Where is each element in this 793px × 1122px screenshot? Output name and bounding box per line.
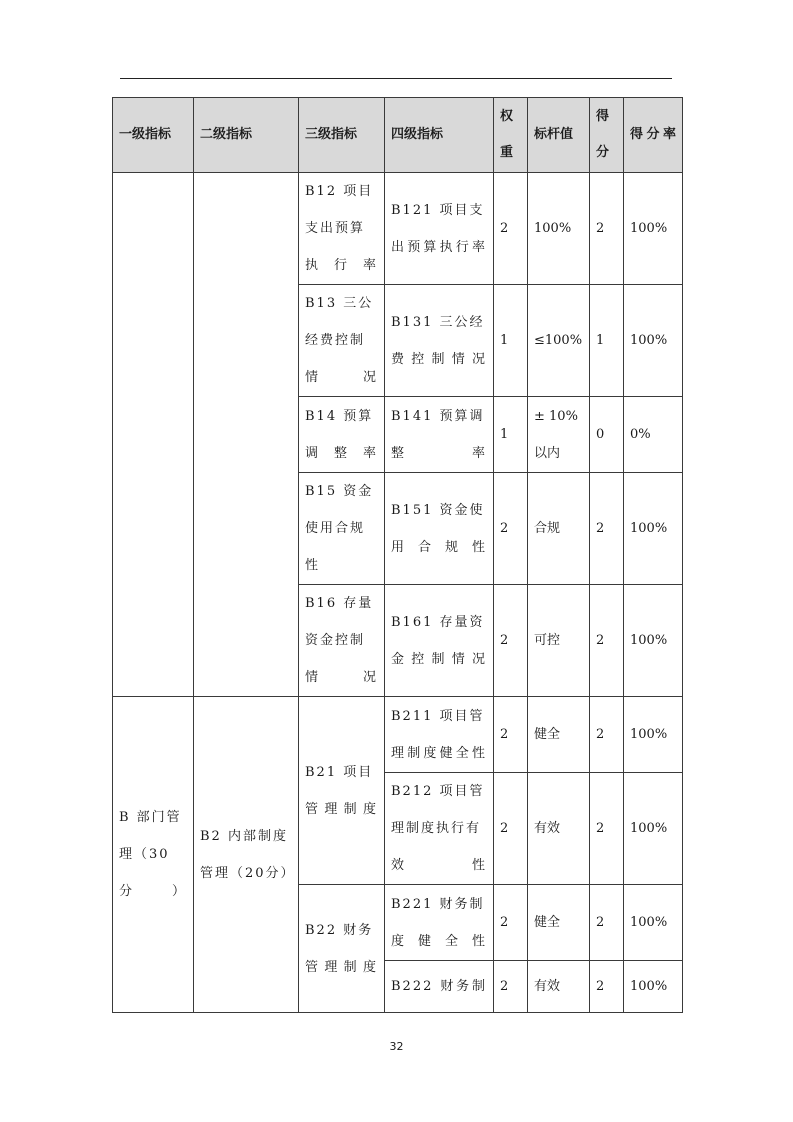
level1-cell-empty xyxy=(113,173,194,697)
page-number: 32 xyxy=(389,1040,404,1053)
level3-cell-b22: B22 财务管理制度 xyxy=(299,885,385,1013)
level2-cell-empty xyxy=(194,173,299,697)
level3-cell: B16 存量资金控制情况 xyxy=(299,585,385,697)
header-level1: 一级指标 xyxy=(113,98,194,173)
level3-cell: B14 预算调整率 xyxy=(299,397,385,473)
table-header-row xyxy=(113,98,683,173)
header-score-rate: 得分率 xyxy=(624,98,683,173)
benchmark-cell: 有效 xyxy=(528,961,590,1013)
rate-cell: 0% xyxy=(624,397,683,473)
benchmark-cell: 100% xyxy=(528,173,590,285)
level4-cell: B131 三公经费控制情况 xyxy=(385,285,494,397)
score-cell: 1 xyxy=(590,285,624,397)
rate-cell: 100% xyxy=(624,285,683,397)
header-weight: 权重 xyxy=(494,98,528,173)
score-cell: 2 xyxy=(590,885,624,961)
score-cell: 2 xyxy=(590,697,624,773)
header-rule xyxy=(120,78,672,79)
header-level3: 三级指标 xyxy=(299,98,385,173)
level4-cell: B141 预算调整率 xyxy=(385,397,494,473)
header-level2: 二级指标 xyxy=(194,98,299,173)
score-cell: 2 xyxy=(590,473,624,585)
rate-cell: 100% xyxy=(624,473,683,585)
score-cell: 2 xyxy=(590,585,624,697)
score-cell: 2 xyxy=(590,773,624,885)
weight-cell: 2 xyxy=(494,961,528,1013)
benchmark-cell: 合规 xyxy=(528,473,590,585)
level4-cell: B221 财务制度健全性 xyxy=(385,885,494,961)
level3-cell-b21: B21 项目管理制度 xyxy=(299,697,385,885)
benchmark-cell: 健全 xyxy=(528,885,590,961)
benchmark-cell: 有效 xyxy=(528,773,590,885)
table-row xyxy=(113,173,683,285)
rate-cell: 100% xyxy=(624,173,683,285)
level4-cell: B161 存量资金控制情况 xyxy=(385,585,494,697)
rate-cell: 100% xyxy=(624,961,683,1013)
weight-cell: 1 xyxy=(494,397,528,473)
level4-cell: B151 资金使用合规性 xyxy=(385,473,494,585)
benchmark-cell: ± 10% 以内 xyxy=(528,397,590,473)
weight-cell: 1 xyxy=(494,285,528,397)
weight-cell: 2 xyxy=(494,773,528,885)
benchmark-cell: 可控 xyxy=(528,585,590,697)
score-cell: 0 xyxy=(590,397,624,473)
level3-cell: B12 项目支出预算执行率 xyxy=(299,173,385,285)
level4-cell: B211 项目管理制度健全性 xyxy=(385,697,494,773)
weight-cell: 2 xyxy=(494,885,528,961)
level4-cell: B121 项目支出预算执行率 xyxy=(385,173,494,285)
score-cell: 2 xyxy=(590,173,624,285)
level4-cell: B222 财务制 xyxy=(385,961,494,1013)
benchmark-cell: 健全 xyxy=(528,697,590,773)
benchmark-cell: ≤100% xyxy=(528,285,590,397)
rate-cell: 100% xyxy=(624,697,683,773)
level3-cell: B15 资金使用合规性 xyxy=(299,473,385,585)
level2-cell-internal-system: B2 内部制度管理（20分） xyxy=(194,697,299,1013)
weight-cell: 2 xyxy=(494,173,528,285)
weight-cell: 2 xyxy=(494,473,528,585)
level4-cell: B212 项目管理制度执行有效性 xyxy=(385,773,494,885)
header-benchmark: 标杆值 xyxy=(528,98,590,173)
rate-cell: 100% xyxy=(624,585,683,697)
table-row xyxy=(113,697,683,773)
level3-cell: B13 三公经费控制情况 xyxy=(299,285,385,397)
header-score: 得分 xyxy=(590,98,624,173)
rate-cell: 100% xyxy=(624,773,683,885)
header-level4: 四级指标 xyxy=(385,98,494,173)
rate-cell: 100% xyxy=(624,885,683,961)
performance-indicator-table xyxy=(112,97,683,1013)
weight-cell: 2 xyxy=(494,585,528,697)
score-cell: 2 xyxy=(590,961,624,1013)
weight-cell: 2 xyxy=(494,697,528,773)
level1-cell-dept-management: B 部门管理（30分） xyxy=(113,697,194,1013)
